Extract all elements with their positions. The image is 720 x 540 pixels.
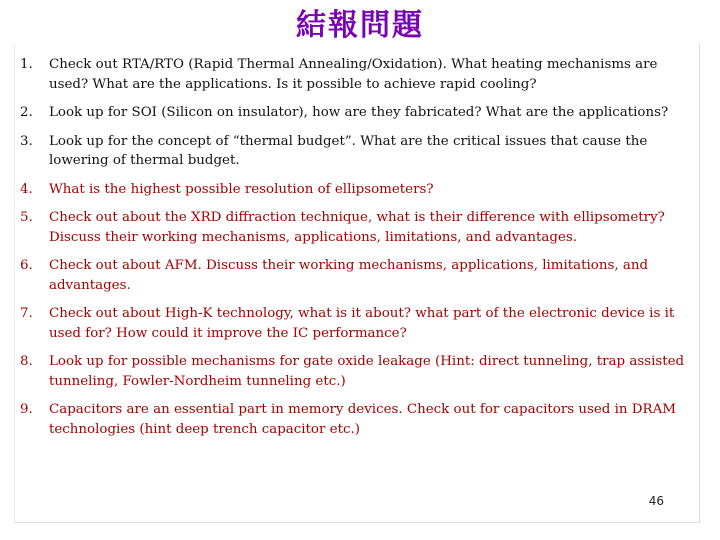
- item-number: 1.: [20, 57, 33, 72]
- list-item-3: [20, 132, 690, 171]
- slide-title: 結報問題: [296, 8, 424, 43]
- list-item-4: [20, 180, 690, 200]
- item-text: Check out RTA/RTO (Rapid Thermal Annealing/Oxidation). What heating mechanisms are used? What are the applications. Is it possible to achieve rapid cooling?: [49, 57, 658, 92]
- item-number: 9.: [20, 402, 33, 417]
- page-number: 46: [648, 494, 664, 508]
- item-number: 6.: [20, 258, 33, 273]
- list-item-7: [20, 304, 690, 343]
- item-number: 2.: [20, 105, 33, 120]
- item-number: 3.: [20, 133, 33, 149]
- list-item-1: [20, 55, 690, 94]
- list-item-2: [20, 103, 690, 123]
- list-item-6: [20, 256, 690, 295]
- item-text: Look up for SOI (Silicon on insulator), how are they fabricated? What are the applications?: [49, 105, 669, 120]
- list-item-8: [20, 352, 690, 391]
- item-text: What is the highest possible resolution of ellipsometers?: [49, 181, 434, 197]
- question-list: [20, 52, 690, 439]
- item-text: Look up for possible mechanisms for gate oxide leakage (Hint: direct tunneling, trap assisted tunneling, Fowler-Nordheim tunneling etc.): [49, 354, 685, 389]
- list-item-9: [20, 400, 690, 439]
- item-number: 7.: [20, 306, 33, 321]
- item-text: Check out about the XRD diffraction technique, what is their difference with ellipsometry? Discuss their working mechanisms, applications, limitations, and advantages.: [49, 210, 665, 245]
- item-number: 5.: [20, 210, 33, 225]
- list-item-5: [20, 208, 690, 247]
- item-text: Check out about High-K technology, what is it about? what part of the electronic device is it used for? How could it improve the IC performance?: [49, 306, 675, 341]
- item-number: 8.: [20, 354, 33, 369]
- item-number: 4.: [20, 181, 33, 197]
- item-text: Capacitors are an essential part in memory devices. Check out for capacitors used in DRAM technologies (hint deep trench capacitor etc.): [49, 402, 676, 437]
- item-text: Look up for the concept of “thermal budget”. What are the critical issues that cause the lowering of thermal budget.: [49, 133, 648, 168]
- item-text: Check out about AFM. Discuss their working mechanisms, applications, limitations, and advantages.: [49, 258, 649, 293]
